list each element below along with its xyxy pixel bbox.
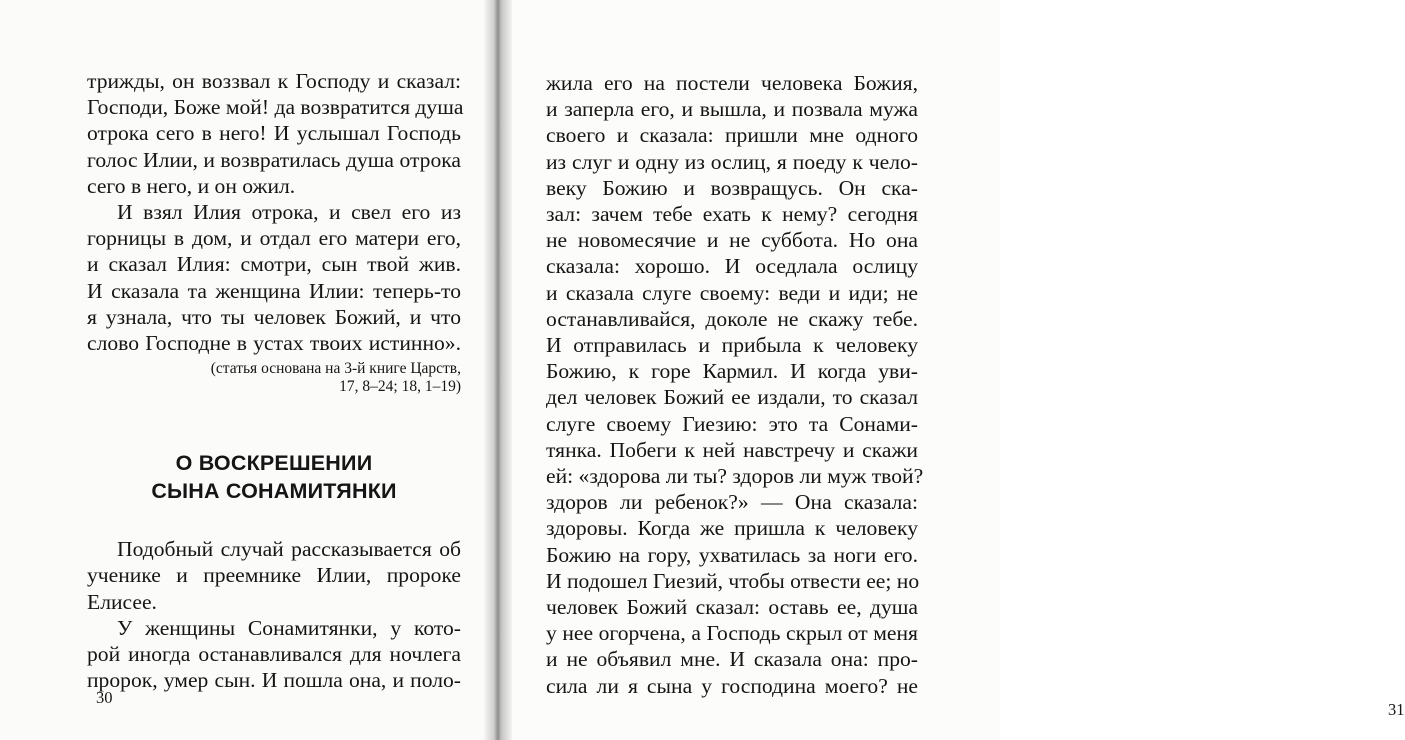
text-line: здоров ли ребенок?» — Она сказала: (546, 490, 918, 515)
text-line: и не объявил мне. И сказала она: про- (546, 647, 918, 672)
text-line: У женщины Сонамитянки, у кото- (117, 615, 461, 640)
text-line: ученике и преемнике Илии, пророке (87, 563, 461, 588)
text-line: из слуг и одну из ослиц, я поеду к чело- (546, 149, 918, 174)
text-line: Господи, Боже мой! да возвратится душа (87, 95, 464, 120)
text-line: и заперла его, и вышла, и позвала мужа (546, 97, 918, 122)
source-reference: (статья основана на 3-й книге Царств, (210, 360, 461, 378)
text-line: своего и сказала: пришли мне одного (546, 123, 918, 148)
text-line: горницы в дом, и отдал его матери его, (87, 226, 461, 251)
section-heading: СЫНА СОНАМИТЯНКИ (151, 479, 397, 504)
text-line: отрока сего в него! И услышал Господь (87, 121, 461, 146)
text-line: И сказала та женщина Илии: теперь-то (87, 278, 461, 303)
text-line: рой иногда останавливался для ночлега (87, 642, 461, 667)
text-line: сила ли я сына у господина моего? не (546, 673, 918, 698)
page-number: 30 (96, 688, 113, 707)
page-number: 31 (1388, 700, 1405, 719)
text-line: слуге своему Гиезию: это та Сонами- (546, 411, 918, 436)
text-line: сказала: хорошо. И оседлала ослицу (546, 254, 918, 279)
text-line: жила его на постели человека Божия, (546, 71, 918, 95)
text-line: я узнала, что ты человек Божий, и что (87, 304, 461, 329)
text-line: зал: зачем тебе ехать к нему? сегодня (546, 202, 918, 227)
text-line: человек Божий сказал: оставь ее, душа (546, 595, 918, 620)
source-reference: 17, 8–24; 18, 1–19) (339, 378, 461, 396)
text-line: дел человек Божий ее издали, то сказал (546, 385, 918, 410)
text-line: и сказал Илия: смотри, сын твой жив. (87, 252, 461, 277)
text-line: трижды, он воззвал к Господу и сказал: (87, 69, 461, 93)
text-line: Божию на гору, ухватилась за ноги его. (546, 542, 918, 567)
text-line: тянка. Побеги к ней навстречу и скажи (546, 437, 918, 462)
text-line: И взял Илия отрока, и свел его из (117, 200, 461, 225)
text-line: слово Господне в устах твоих истинно». (87, 331, 461, 356)
text-line: сего в него, и он ожил. (87, 173, 296, 198)
text-line: Подобный случай рассказывается об (117, 537, 461, 562)
left-text-column (87, 68, 464, 693)
right-text-column (546, 70, 924, 699)
text-line: голос Илии, и возвратилась душа отрока (87, 147, 461, 172)
text-line: И подошел Гиезий, чтобы отвести ее; но (546, 568, 920, 593)
right-page (496, 0, 1405, 740)
section-heading: О ВОСКРЕШЕНИИ (175, 451, 373, 476)
text-line: у нее огорчена, а Господь скрыл от меня (546, 621, 918, 646)
left-page (0, 0, 494, 740)
text-line: пророк, умер сын. И пошла она, и поло- (87, 668, 461, 693)
text-line: И отправилась и прибыла к человеку (546, 333, 918, 358)
text-line: Елисее. (87, 589, 157, 614)
text-line: Божию, к горе Кармил. И когда уви- (546, 359, 918, 384)
text-line: не новомесячие и не суббота. Но она (546, 228, 918, 253)
text-line: останавливайся, доколе не скажу тебе. (546, 306, 918, 331)
text-line: и сказала слуге своему: веди и иди; не (546, 280, 918, 305)
text-line: веку Божию и возвращусь. Он ска- (546, 175, 918, 200)
book-gutter-shadow (484, 0, 512, 740)
text-line: здоровы. Когда же пришла к человеку (546, 516, 918, 541)
text-line: ей: «здорова ли ты? здоров ли муж твой? (546, 464, 924, 489)
